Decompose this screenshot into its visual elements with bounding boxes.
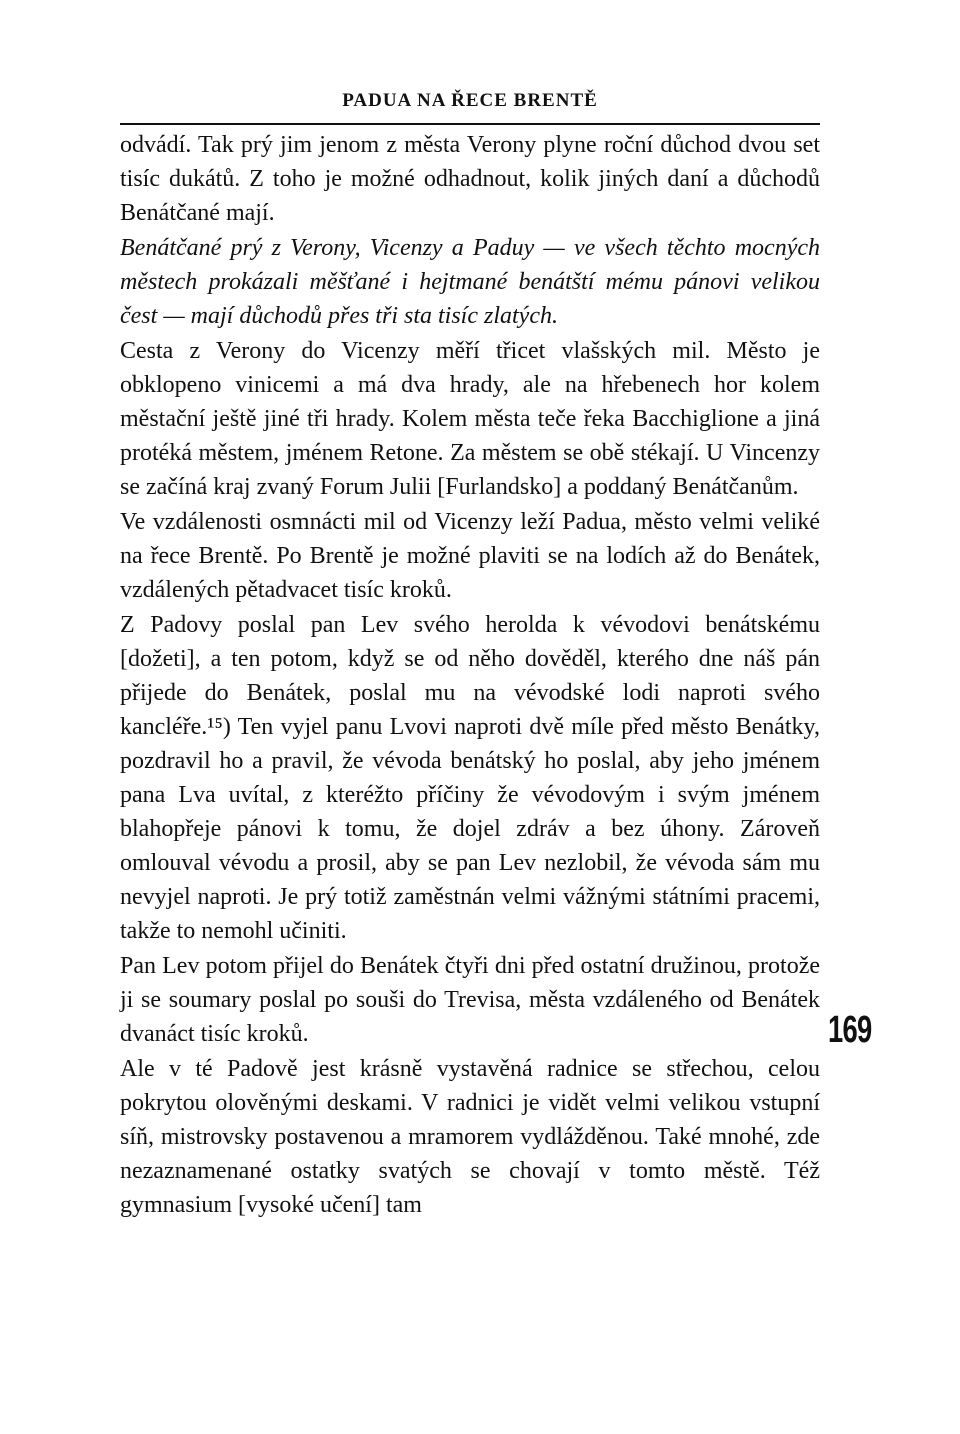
header-rule — [120, 123, 820, 125]
page-number: 169 — [828, 1009, 872, 1051]
running-head: PADUA NA ŘECE BRENTĚ — [342, 90, 598, 111]
paragraph: Ale v té Padově jest krásně vystavěná radnice se střechou, celou pokrytou olověnými deskami. V radnici je vidět velmi velikou vstupní síň, mistrovsky postavenou a mramorem vydlážděnou. Také mnohé, zde nezaznamenané ostatky svatých se chovají v tomto městě. Též gymnasium [vysoké učení] tam — [120, 1056, 820, 1218]
paragraph: Ve vzdálenosti osmnácti mil od Vicenzy leží Padua, město velmi veliké na řece Brentě. Po Brentě je možné plaviti se na lodích až do Benátek, vzdálených pětadvacet tisíc kroků. — [120, 509, 820, 603]
paragraph: Benátčané prý z Verony, Vicenzy a Paduy — ve všech těchto mocných městech prokázali měšťané i hejtmané benátští mému pánovi velikou čest — mají důchodů přes tři sta tisíc zlatých. — [120, 235, 820, 329]
paragraph: odvádí. Tak prý jim jenom z města Verony plyne roční důchod dvou set tisíc dukátů. Z toho je možné odhadnout, kolik jiných daní a důchodů Benátčané mají. — [120, 132, 820, 226]
body-text — [120, 128, 820, 1222]
paragraph: Cesta z Verony do Vicenzy měří třicet vlašských mil. Město je obklopeno vinicemi a má dva hrady, ale na hřebenech hor kolem městační ještě jiné tři hrady. Kolem města teče řeka Bacchiglione a jiná protéká městem, jménem Retone. Za městem se obě stékají. U Vincenzy se začíná kraj zvaný Forum Julii [Furlandsko] a poddaný Benátčanům. — [120, 338, 820, 500]
paragraph: Z Padovy poslal pan Lev svého herolda k vévodovi benátskému [dožeti], a ten potom, když se od něho dověděl, kterého dne náš pán přijede do Benátek, poslal mu na vévodské lodi naproti svého kancléře.¹⁵) Ten vyjel panu Lvovi naproti dvě míle před město Benátky, pozdravil ho a pravil, že vévoda benátský ho poslal, aby jeho jménem pana Lva uvítal, z kteréžto příčiny že vévodovým i svým jménem blahopřeje pánovi k tomu, že dojel zdráv a bez úhony. Zároveň omlouval vévodu a prosil, aby se pan Lev nezlobil, že vévoda sám mu nevyjel naproti. Je prý totiž zaměstnán velmi vážnými státními pracemi, takže to nemohl učiniti. — [120, 612, 820, 944]
paragraph: Pan Lev potom přijel do Benátek čtyři dni před ostatní družinou, protože ji se soumary poslal po souši do Trevisa, města vzdáleného od Benátek dvanáct tisíc kroků. — [120, 953, 820, 1047]
